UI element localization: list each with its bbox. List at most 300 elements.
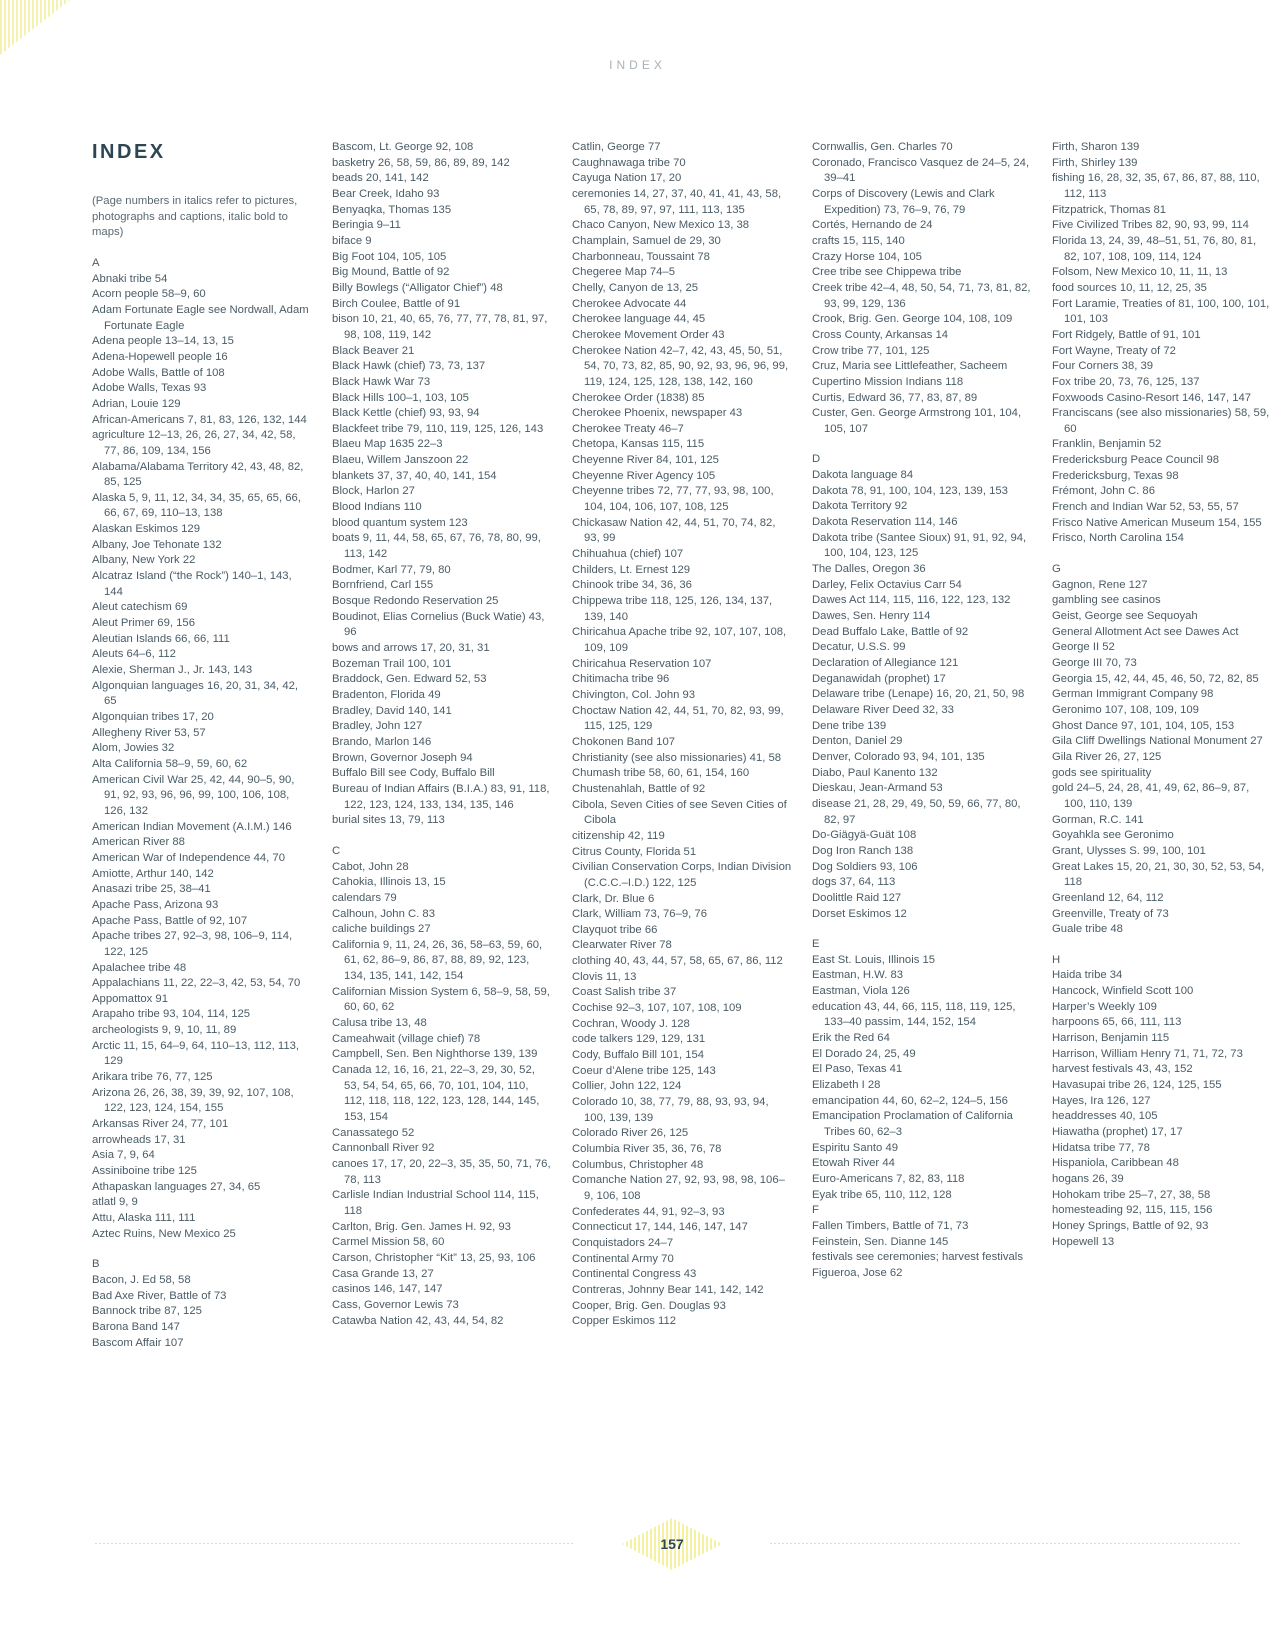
page-number: 157 xyxy=(660,1536,684,1552)
index-entry: Crow tribe 77, 101, 125 xyxy=(812,344,930,357)
index-entry: Arctic 11, 15, 64–9, 64, 110–13, 112, 113, 129 xyxy=(92,1039,300,1068)
index-entry: Goyahkla see Geronimo xyxy=(1052,829,1174,842)
index-entry: Cameahwait (village chief) 78 xyxy=(332,1032,481,1045)
index-entry: Harrison, Benjamin 115 xyxy=(1052,1032,1170,1045)
index-entry: Beringia 9–11 xyxy=(332,219,401,232)
index-entry: Aleut catechism 69 xyxy=(92,601,188,614)
index-entry: Creek tribe 42–4, 48, 50, 54, 71, 73, 81, 82, 93, 99, 129, 136 xyxy=(812,281,1031,310)
index-entry: Denver, Colorado 93, 94, 101, 135 xyxy=(812,750,985,763)
index-entry: Bureau of Indian Affairs (B.I.A.) 83, 91, 118, 122, 123, 124, 133, 134, 135, 146 xyxy=(332,782,550,811)
index-entry: education 43, 44, 66, 115, 118, 119, 125, 133–40 passim, 144, 152, 154 xyxy=(812,1000,1016,1029)
index-entry: Charbonneau, Toussaint 78 xyxy=(572,250,710,263)
index-entry: Cheyenne River 84, 101, 125 xyxy=(572,454,719,467)
index-entry: El Paso, Texas 41 xyxy=(812,1063,903,1076)
index-entry: Adena people 13–14, 13, 15 xyxy=(92,335,234,348)
index-entry: Alexie, Sherman J., Jr. 143, 143 xyxy=(92,664,253,677)
index-entry: Benyaqka, Thomas 135 xyxy=(332,203,452,216)
index-entry: Albany, New York 22 xyxy=(92,554,196,567)
index-entry: Cherokee Movement Order 43 xyxy=(572,328,725,341)
index-entry: Frisco Native American Museum 154, 155 xyxy=(1052,516,1262,529)
index-entry: Calhoun, John C. 83 xyxy=(332,907,435,920)
index-entry: Brown, Governor Joseph 94 xyxy=(332,751,473,764)
index-entry: Adam Fortunate Eagle see Nordwall, Adam Fortunate Eagle xyxy=(92,303,309,332)
index-entry: Arizona 26, 26, 38, 39, 39, 92, 107, 108, 122, 123, 124, 154, 155 xyxy=(92,1086,294,1115)
index-entry: Folsom, New Mexico 10, 11, 11, 13 xyxy=(1052,266,1228,279)
index-entry: French and Indian War 52, 53, 55, 57 xyxy=(1052,501,1239,514)
index-column-4 xyxy=(812,140,1032,1480)
index-entry: Assiniboine tribe 125 xyxy=(92,1165,197,1178)
index-entry: Georgia 15, 42, 44, 45, 46, 50, 72, 82, 85 xyxy=(1052,672,1259,685)
column-entries xyxy=(332,140,552,1329)
index-entry: Blood Indians 110 xyxy=(332,501,422,514)
index-entry: harpoons 65, 66, 111, 113 xyxy=(1052,1016,1182,1029)
index-entry: Geronimo 107, 108, 109, 109 xyxy=(1052,703,1199,716)
index-entry: Delaware tribe (Lenape) 16, 20, 21, 50, 98 xyxy=(812,688,1025,701)
index-entry: Chiricahua Reservation 107 xyxy=(572,657,712,670)
index-entry: Gila Cliff Dwellings National Monument 27 xyxy=(1052,735,1263,748)
index-entry: African-Americans 7, 81, 83, 126, 132, 144 xyxy=(92,413,307,426)
index-entry: disease 21, 28, 29, 49, 50, 59, 66, 77, 80, 82, 97 xyxy=(812,797,1021,826)
index-entry: Franklin, Benjamin 52 xyxy=(1052,438,1162,451)
index-entry: Greenville, Treaty of 73 xyxy=(1052,907,1169,920)
index-entry: Chitimacha tribe 96 xyxy=(572,673,670,686)
index-entry: Continental Congress 43 xyxy=(572,1268,697,1281)
index-entry: Athapaskan languages 27, 34, 65 xyxy=(92,1180,261,1193)
index-entry: American Civil War 25, 42, 44, 90–5, 90, 91, 92, 93, 96, 96, 99, 100, 106, 108, 126, 132 xyxy=(92,773,295,817)
index-entry: Acorn people 58–9, 60 xyxy=(92,288,206,301)
index-entry: Cody, Buffalo Bill 101, 154 xyxy=(572,1049,705,1062)
index-entry: Aleut Primer 69, 156 xyxy=(92,617,195,630)
index-entry: Custer, Gen. George Armstrong 101, 104, 105, 107 xyxy=(812,407,1022,435)
index-entry: Grant, Ulysses S. 99, 100, 101 xyxy=(1052,844,1206,857)
index-entry: The Dalles, Oregon 36 xyxy=(812,563,926,576)
index-entry: Citrus County, Florida 51 xyxy=(572,845,697,858)
index-title: INDEX xyxy=(92,141,166,163)
index-entry: Dawes Act 114, 115, 116, 122, 123, 132 xyxy=(812,594,1011,607)
running-head: INDEX xyxy=(609,58,666,72)
index-entry: boats 9, 11, 44, 58, 65, 67, 76, 78, 80, 99, 113, 142 xyxy=(332,532,541,561)
index-entry: Coronado, Francisco Vasquez de 24–5, 24, 39–41 xyxy=(812,156,1030,185)
index-entry: Civilian Conservation Corps, Indian Division (C.C.C.–I.D.) 122, 125 xyxy=(572,861,792,889)
index-entry: Christianity (see also missionaries) 41, 58 xyxy=(572,751,782,764)
index-entry: Confederates 44, 91, 92–3, 93 xyxy=(572,1205,725,1218)
index-entry: Algonquian languages 16, 20, 31, 34, 42, 65 xyxy=(92,679,299,708)
index-entry: East St. Louis, Illinois 15 xyxy=(812,953,936,966)
index-entry: archeologists 9, 9, 10, 11, 89 xyxy=(92,1024,237,1037)
index-entry: Bradley, John 127 xyxy=(332,720,423,733)
index-entry: Aleutian Islands 66, 66, 111 xyxy=(92,632,230,645)
index-entry: Adrian, Louie 129 xyxy=(92,397,181,410)
index-entry: Albany, Joe Tehonate 132 xyxy=(92,538,222,551)
index-entry: Bornfriend, Carl 155 xyxy=(332,579,434,592)
index-entry: Dorset Eskimos 12 xyxy=(812,907,907,920)
index-entry: Great Lakes 15, 20, 21, 30, 30, 52, 53, 54, 118 xyxy=(1052,860,1265,889)
index-entry: Choctaw Nation 42, 44, 51, 70, 82, 93, 99, 115, 125, 129 xyxy=(572,704,784,733)
index-entry: Hancock, Winfield Scott 100 xyxy=(1052,985,1194,998)
index-entry: Alta California 58–9, 59, 60, 62 xyxy=(92,757,248,770)
index-entry: Dead Buffalo Lake, Battle of 92 xyxy=(812,625,969,638)
index-entry: Bascom, Lt. George 92, 108 xyxy=(332,141,474,153)
index-entry: American War of Independence 44, 70 xyxy=(92,851,286,864)
index-entry: Euro-Americans 7, 82, 83, 118 xyxy=(812,1173,965,1185)
index-entry: Cayuga Nation 17, 20 xyxy=(572,172,682,185)
index-entry: Deganawidah (prophet) 17 xyxy=(812,672,946,685)
index-entry: Fort Wayne, Treaty of 72 xyxy=(1052,344,1176,357)
index-entry: Cahokia, Illinois 13, 15 xyxy=(332,876,446,889)
index-entry: Crazy Horse 104, 105 xyxy=(812,250,922,263)
index-entry: Catlin, George 77 xyxy=(572,141,661,153)
index-entry: Black Hawk (chief) 73, 73, 137 xyxy=(332,360,486,373)
index-entry: Feinstein, Sen. Dianne 145 xyxy=(812,1235,949,1248)
index-entry: Cortés, Hernando de 24 xyxy=(812,219,933,232)
index-entry: Dakota tribe (Santee Sioux) 91, 91, 92, 94, 100, 104, 123, 125 xyxy=(812,531,1027,560)
index-entry: Cherokee Advocate 44 xyxy=(572,297,687,310)
index-entry: bows and arrows 17, 20, 31, 31 xyxy=(332,642,490,654)
index-entry: Chustenahlah, Battle of 92 xyxy=(572,782,706,795)
index-entry: Alaskan Eskimos 129 xyxy=(92,523,200,536)
index-entry: Franciscans (see also missionaries) 58, 59, 60 xyxy=(1052,407,1270,435)
index-entry: Eastman, Viola 126 xyxy=(812,985,910,998)
index-entry: Conquistadors 24–7 xyxy=(572,1236,674,1249)
index-entry: Black Hills 100–1, 103, 105 xyxy=(332,391,469,404)
index-entry: George III 70, 73 xyxy=(1052,657,1137,669)
index-entry: Adena-Hopewell people 16 xyxy=(92,350,228,363)
index-entry: hogans 26, 39 xyxy=(1052,1173,1124,1185)
index-entry: Hayes, Ira 126, 127 xyxy=(1052,1094,1151,1107)
index-entry: Haida tribe 34 xyxy=(1052,969,1123,982)
index-entry: Cruz, Maria see Littlefeather, Sacheem xyxy=(812,360,1008,373)
index-entry: Copper Eskimos 112 xyxy=(572,1315,677,1328)
index-entry: Clovis 11, 13 xyxy=(572,970,637,983)
index-entry: crafts 15, 115, 140 xyxy=(812,234,905,247)
index-entry: Appomattox 91 xyxy=(92,992,168,1005)
index-entry: Cornwallis, Gen. Charles 70 xyxy=(812,141,953,153)
index-entry: Chokonen Band 107 xyxy=(572,735,676,748)
index-entry: gambling see casinos xyxy=(1052,594,1161,607)
index-entry: canoes 17, 17, 20, 22–3, 35, 35, 50, 71, 76, 78, 113 xyxy=(332,1158,551,1186)
index-entry: Contreras, Johnny Bear 141, 142, 142 xyxy=(572,1283,764,1296)
index-entry: Corps of Discovery (Lewis and Clark Expedition) 73, 76–9, 76, 79 xyxy=(812,187,995,216)
index-entry: casinos 146, 147, 147 xyxy=(332,1283,443,1296)
index-entry: atlatl 9, 9 xyxy=(92,1196,138,1209)
index-entry: clothing 40, 43, 44, 57, 58, 65, 67, 86, 112 xyxy=(572,955,783,968)
index-entry: Algonquian tribes 17, 20 xyxy=(92,711,214,723)
letter-heading: F xyxy=(812,1204,819,1217)
index-entry: Cass, Governor Lewis 73 xyxy=(332,1298,459,1311)
letter-heading: G xyxy=(1052,563,1061,576)
index-entry: Eastman, H.W. 83 xyxy=(812,969,904,982)
index-entry: Coeur d’Alene tribe 125, 143 xyxy=(572,1064,716,1077)
index-column-1 xyxy=(92,140,312,1480)
index-entry: Dakota Territory 92 xyxy=(812,500,908,513)
index-entry: Anasazi tribe 25, 38–41 xyxy=(92,883,211,896)
index-entry: Bosque Redondo Reservation 25 xyxy=(332,595,499,608)
index-entry: Cree tribe see Chippewa tribe xyxy=(812,266,962,279)
index-entry: Cheyenne River Agency 105 xyxy=(572,469,716,482)
index-entry: Cupertino Mission Indians 118 xyxy=(812,375,964,388)
index-entry: Big Foot 104, 105, 105 xyxy=(332,250,447,263)
index-entry: beads 20, 141, 142 xyxy=(332,172,429,185)
index-entry: General Allotment Act see Dawes Act xyxy=(1052,625,1239,638)
index-entry: Billy Bowlegs (“Alligator Chief”) 48 xyxy=(332,281,503,294)
index-entry: caliche buildings 27 xyxy=(332,923,431,936)
index-entry: Frisco, North Carolina 154 xyxy=(1052,532,1184,545)
index-entry: Guale tribe 48 xyxy=(1052,923,1123,936)
index-entry: Dakota language 84 xyxy=(812,469,914,482)
index-entry: blood quantum system 123 xyxy=(332,516,468,529)
index-entry: dogs 37, 64, 113 xyxy=(812,876,896,889)
index-entry: Colorado 10, 38, 77, 79, 88, 93, 93, 94, 100, 139, 139 xyxy=(572,1096,769,1124)
index-entry: Cherokee language 44, 45 xyxy=(572,313,706,326)
index-entry: calendars 79 xyxy=(332,891,397,904)
index-entry: Blaeu, Willem Janszoon 22 xyxy=(332,454,469,467)
index-entry: Clark, William 73, 76–9, 76 xyxy=(572,908,707,921)
index-entry: Chelly, Canyon de 13, 25 xyxy=(572,281,699,294)
index-entry: Fort Ridgely, Battle of 91, 101 xyxy=(1052,328,1201,341)
index-entry: American Indian Movement (A.I.M.) 146 xyxy=(92,820,292,833)
index-entry: Clearwater River 78 xyxy=(572,939,672,952)
index-entry: Braddock, Gen. Edward 52, 53 xyxy=(332,673,487,686)
index-entry: gods see spirituality xyxy=(1052,766,1152,779)
index-entry: Gila River 26, 27, 125 xyxy=(1052,750,1162,763)
index-entry: arrowheads 17, 31 xyxy=(92,1133,186,1146)
index-entry: Champlain, Samuel de 29, 30 xyxy=(572,234,721,247)
index-entry: California 9, 11, 24, 26, 36, 58–63, 59, 60, 61, 62, 86–9, 86, 87, 88, 89, 92, 123, 134, 135, 141, 142, 154 xyxy=(332,938,543,983)
index-entry: Continental Army 70 xyxy=(572,1252,674,1265)
index-entry: Chickasaw Nation 42, 44, 51, 70, 74, 82, 93, 99 xyxy=(572,516,776,545)
index-entry: Block, Harlon 27 xyxy=(332,485,415,498)
index-entry: Greenland 12, 64, 112 xyxy=(1052,891,1164,904)
index-entry: ceremonies 14, 27, 37, 40, 41, 41, 43, 58, 65, 78, 89, 97, 97, 111, 113, 135 xyxy=(572,187,782,216)
index-entry: Fox tribe 20, 73, 76, 125, 137 xyxy=(1052,375,1200,388)
index-entry: Cherokee Phoenix, newspaper 43 xyxy=(572,407,743,420)
index-entry: festivals see ceremonies; harvest festivals xyxy=(812,1251,1023,1264)
footer-rule-right xyxy=(770,1543,1240,1544)
index-entry: Arkansas River 24, 77, 101 xyxy=(92,1118,229,1131)
index-entry: Ghost Dance 97, 101, 104, 105, 153 xyxy=(1052,719,1235,732)
index-entry: Connecticut 17, 144, 146, 147, 147 xyxy=(572,1221,748,1234)
index-entry: agriculture 12–13, 26, 26, 27, 34, 42, 58, 77, 86, 109, 134, 156 xyxy=(92,429,296,457)
index-entry: Amiotte, Arthur 140, 142 xyxy=(92,867,214,880)
index-entry: Etowah River 44 xyxy=(812,1157,895,1170)
index-entry: Hopewell 13 xyxy=(1052,1235,1115,1248)
index-entry: Fitzpatrick, Thomas 81 xyxy=(1052,203,1167,216)
index-entry: Bacon, J. Ed 58, 58 xyxy=(92,1273,191,1286)
index-entry: Bascom Affair 107 xyxy=(92,1336,184,1349)
index-entry: Collier, John 122, 124 xyxy=(572,1080,682,1093)
index-entry: Blackfeet tribe 79, 110, 119, 125, 126, 143 xyxy=(332,422,544,435)
index-entry: Abnaki tribe 54 xyxy=(92,272,168,285)
index-entry: Alom, Jowies 32 xyxy=(92,742,175,755)
index-entry: Cherokee Order (1838) 85 xyxy=(572,391,705,404)
index-entry: Hiawatha (prophet) 17, 17 xyxy=(1052,1126,1183,1139)
index-entry: Carlisle Indian Industrial School 114, 115, 118 xyxy=(332,1189,539,1217)
index-entry: Foxwoods Casino-Resort 146, 147, 147 xyxy=(1052,391,1252,404)
index-entry: Alcatraz Island (“the Rock”) 140–1, 143, 144 xyxy=(92,570,292,598)
index-entry: Attu, Alaska 111, 111 xyxy=(92,1212,196,1224)
column-entries xyxy=(1052,140,1272,1250)
index-entry: Hohokam tribe 25–7, 27, 38, 58 xyxy=(1052,1188,1211,1201)
index-entry: food sources 10, 11, 12, 25, 35 xyxy=(1052,281,1207,294)
index-entry: Barona Band 147 xyxy=(92,1320,180,1333)
index-entry: Birch Coulee, Battle of 91 xyxy=(332,297,461,310)
index-column-5 xyxy=(1052,140,1272,1480)
index-entry: Honey Springs, Battle of 92, 93 xyxy=(1052,1219,1209,1232)
index-columns xyxy=(92,140,1270,1480)
index-entry: Elizabeth I 28 xyxy=(812,1079,881,1092)
index-entry: Californian Mission System 6, 58–9, 58, 59, 60, 60, 62 xyxy=(332,985,550,1014)
index-entry: Asia 7, 9, 64 xyxy=(92,1149,155,1162)
index-entry: Boudinot, Elias Cornelius (Buck Watie) 43, 96 xyxy=(332,610,545,639)
index-entry: Adobe Walls, Texas 93 xyxy=(92,382,207,395)
index-entry: harvest festivals 43, 43, 152 xyxy=(1052,1063,1193,1076)
index-entry: Dakota 78, 91, 100, 104, 123, 139, 153 xyxy=(812,484,1008,497)
index-entry: Campbell, Sen. Ben Nighthorse 139, 139 xyxy=(332,1048,538,1061)
index-entry: George II 52 xyxy=(1052,641,1115,654)
index-entry: Aztec Ruins, New Mexico 25 xyxy=(92,1227,236,1240)
index-entry: fishing 16, 28, 32, 35, 67, 86, 87, 88, 110, 112, 113 xyxy=(1052,172,1260,200)
index-column-3 xyxy=(572,140,792,1480)
page-footer xyxy=(95,1534,1240,1554)
letter-heading: A xyxy=(92,256,100,269)
index-entry: Adobe Walls, Battle of 108 xyxy=(92,366,225,379)
footer-rule-left xyxy=(95,1543,575,1544)
index-entry: code talkers 129, 129, 131 xyxy=(572,1033,706,1046)
index-entry: Alabama/Alabama Territory 42, 43, 48, 82, 85, 125 xyxy=(92,460,304,489)
index-entry: Alaska 5, 9, 11, 12, 34, 34, 35, 65, 65, 66, 66, 67, 69, 110–13, 138 xyxy=(92,491,301,520)
index-entry: Bozeman Trail 100, 101 xyxy=(332,657,452,670)
index-entry: Cherokee Treaty 46–7 xyxy=(572,422,684,435)
index-entry: Chippewa tribe 118, 125, 126, 134, 137, 139, 140 xyxy=(572,595,773,623)
index-entry: Big Mound, Battle of 92 xyxy=(332,266,450,279)
index-entry: Fort Laramie, Treaties of 81, 100, 100, 101, 101, 103 xyxy=(1052,297,1270,326)
index-entry: Geist, George see Sequoyah xyxy=(1052,610,1198,623)
index-entry: Catawba Nation 42, 43, 44, 54, 82 xyxy=(332,1314,504,1327)
index-entry: Cochran, Woody J. 128 xyxy=(572,1017,690,1030)
letter-heading: D xyxy=(812,453,821,466)
index-entry: Five Civilized Tribes 82, 90, 93, 99, 114 xyxy=(1052,219,1249,232)
index-entry: basketry 26, 58, 59, 86, 89, 89, 142 xyxy=(332,156,510,169)
index-entry: Bodmer, Karl 77, 79, 80 xyxy=(332,563,451,576)
index-entry: Eyak tribe 65, 110, 112, 128 xyxy=(812,1188,952,1201)
index-entry: Clayquot tribe 66 xyxy=(572,923,658,936)
letter-heading: C xyxy=(332,844,341,857)
index-entry: Crook, Brig. Gen. George 104, 108, 109 xyxy=(812,313,1013,326)
index-entry: Harrison, William Henry 71, 71, 72, 73 xyxy=(1052,1047,1243,1060)
letter-heading: E xyxy=(812,938,820,951)
index-entry: Dene tribe 139 xyxy=(812,719,887,732)
index-entry: Bradley, David 140, 141 xyxy=(332,704,452,717)
index-entry: Erik the Red 64 xyxy=(812,1032,890,1045)
index-entry: Canada 12, 16, 16, 21, 22–3, 29, 30, 52, 53, 54, 54, 65, 66, 70, 101, 104, 110, 112, 118, 118, 122, 123, 128, 144, 145, 153, 154 xyxy=(332,1064,540,1124)
index-entry: biface 9 xyxy=(332,234,372,247)
index-entry: citizenship 42, 119 xyxy=(572,829,665,842)
index-entry: Bradenton, Florida 49 xyxy=(332,688,441,701)
index-entry: Fredericksburg, Texas 98 xyxy=(1052,469,1179,482)
index-entry: Diabo, Paul Kanento 132 xyxy=(812,766,938,779)
index-entry: Chaco Canyon, New Mexico 13, 38 xyxy=(572,219,750,232)
index-entry: Chetopa, Kansas 115, 115 xyxy=(572,438,705,451)
index-entry: Caughnawaga tribe 70 xyxy=(572,156,686,169)
index-entry: Cooper, Brig. Gen. Douglas 93 xyxy=(572,1299,726,1312)
index-entry: Gagnon, Rene 127 xyxy=(1052,578,1148,591)
index-entry: Casa Grande 13, 27 xyxy=(332,1267,434,1280)
index-entry: Decatur, U.S.S. 99 xyxy=(812,641,906,654)
index-entry: Chivington, Col. John 93 xyxy=(572,688,696,701)
index-entry: Columbus, Christopher 48 xyxy=(572,1158,704,1171)
index-intro: (Page numbers in italics refer to pictures, photographs and captions, italic bold to maps) xyxy=(92,195,298,239)
index-entry: bison 10, 21, 40, 65, 76, 77, 77, 78, 81, 97, 98, 108, 119, 142 xyxy=(332,313,548,341)
index-entry: Delaware River Deed 32, 33 xyxy=(812,703,954,716)
index-entry: El Dorado 24, 25, 49 xyxy=(812,1047,916,1060)
index-entry: Dawes, Sen. Henry 114 xyxy=(812,610,931,623)
index-entry: Doolittle Raid 127 xyxy=(812,891,902,904)
index-entry: Arikara tribe 76, 77, 125 xyxy=(92,1071,213,1084)
index-entry: Chumash tribe 58, 60, 61, 154, 160 xyxy=(572,767,750,780)
index-entry: Fredericksburg Peace Council 98 xyxy=(1052,454,1220,467)
index-entry: Canassatego 52 xyxy=(332,1126,415,1139)
letter-heading: H xyxy=(1052,953,1061,966)
index-entry: Declaration of Allegiance 121 xyxy=(812,657,959,669)
index-entry: Denton, Daniel 29 xyxy=(812,735,903,748)
index-entry: Emancipation Proclamation of California Tribes 60, 62–3 xyxy=(812,1110,1013,1139)
index-entry: Chinook tribe 34, 36, 36 xyxy=(572,579,692,592)
index-entry: Frémont, John C. 86 xyxy=(1052,485,1155,498)
index-entry: Do-Giägyä-Guät 108 xyxy=(812,829,917,842)
index-entry: Firth, Sharon 139 xyxy=(1052,141,1140,153)
index-entry: Blaeu Map 1635 22–3 xyxy=(332,438,443,451)
index-entry: Cannonball River 92 xyxy=(332,1142,435,1155)
index-entry: Black Hawk War 73 xyxy=(332,375,431,388)
index-entry: Chiricahua Apache tribe 92, 107, 107, 108, 109, 109 xyxy=(572,626,787,654)
index-entry: Brando, Marlon 146 xyxy=(332,735,432,748)
index-entry: German Immigrant Company 98 xyxy=(1052,688,1214,701)
index-entry: Allegheny River 53, 57 xyxy=(92,726,206,739)
index-entry: headdresses 40, 105 xyxy=(1052,1110,1158,1123)
index-entry: Curtis, Edward 36, 77, 83, 87, 89 xyxy=(812,391,978,404)
index-entry: homesteading 92, 115, 115, 156 xyxy=(1052,1204,1213,1217)
index-entry: Calusa tribe 13, 48 xyxy=(332,1017,427,1030)
index-entry: Four Corners 38, 39 xyxy=(1052,360,1154,373)
index-entry: Apalachee tribe 48 xyxy=(92,961,187,974)
index-entry: Hidatsa tribe 77, 78 xyxy=(1052,1141,1150,1154)
index-entry: Figueroa, Jose 62 xyxy=(812,1266,903,1279)
index-entry: Arapaho tribe 93, 104, 114, 125 xyxy=(92,1008,251,1021)
index-entry: Dakota Reservation 114, 146 xyxy=(812,516,958,529)
index-entry: Havasupai tribe 26, 124, 125, 155 xyxy=(1052,1079,1222,1092)
index-entry: blankets 37, 37, 40, 40, 141, 154 xyxy=(332,469,497,482)
index-entry: Black Beaver 21 xyxy=(332,344,415,357)
index-entry: Apache Pass, Arizona 93 xyxy=(92,898,219,911)
index-entry: Gorman, R.C. 141 xyxy=(1052,813,1144,826)
index-entry: emancipation 44, 60, 62–2, 124–5, 156 xyxy=(812,1094,1008,1107)
index-entry: Chihuahua (chief) 107 xyxy=(572,548,684,561)
index-entry: Black Kettle (chief) 93, 93, 94 xyxy=(332,407,480,420)
index-entry: Carlton, Brig. Gen. James H. 92, 93 xyxy=(332,1220,511,1233)
index-entry: Buffalo Bill see Cody, Buffalo Bill xyxy=(332,767,495,780)
index-entry: Aleuts 64–6, 112 xyxy=(92,648,176,661)
index-entry: Bannock tribe 87, 125 xyxy=(92,1305,202,1318)
index-entry: burial sites 13, 79, 113 xyxy=(332,814,445,827)
index-entry: Harper’s Weekly 109 xyxy=(1052,1000,1157,1013)
index-entry: Fallen Timbers, Battle of 71, 73 xyxy=(812,1219,969,1232)
index-entry: Cabot, John 28 xyxy=(332,860,409,873)
letter-heading: B xyxy=(92,1258,100,1271)
index-entry: Bear Creek, Idaho 93 xyxy=(332,187,440,200)
column-entries xyxy=(572,140,792,1330)
index-entry: Carmel Mission 58, 60 xyxy=(332,1236,445,1249)
index-entry: American River 88 xyxy=(92,836,185,849)
